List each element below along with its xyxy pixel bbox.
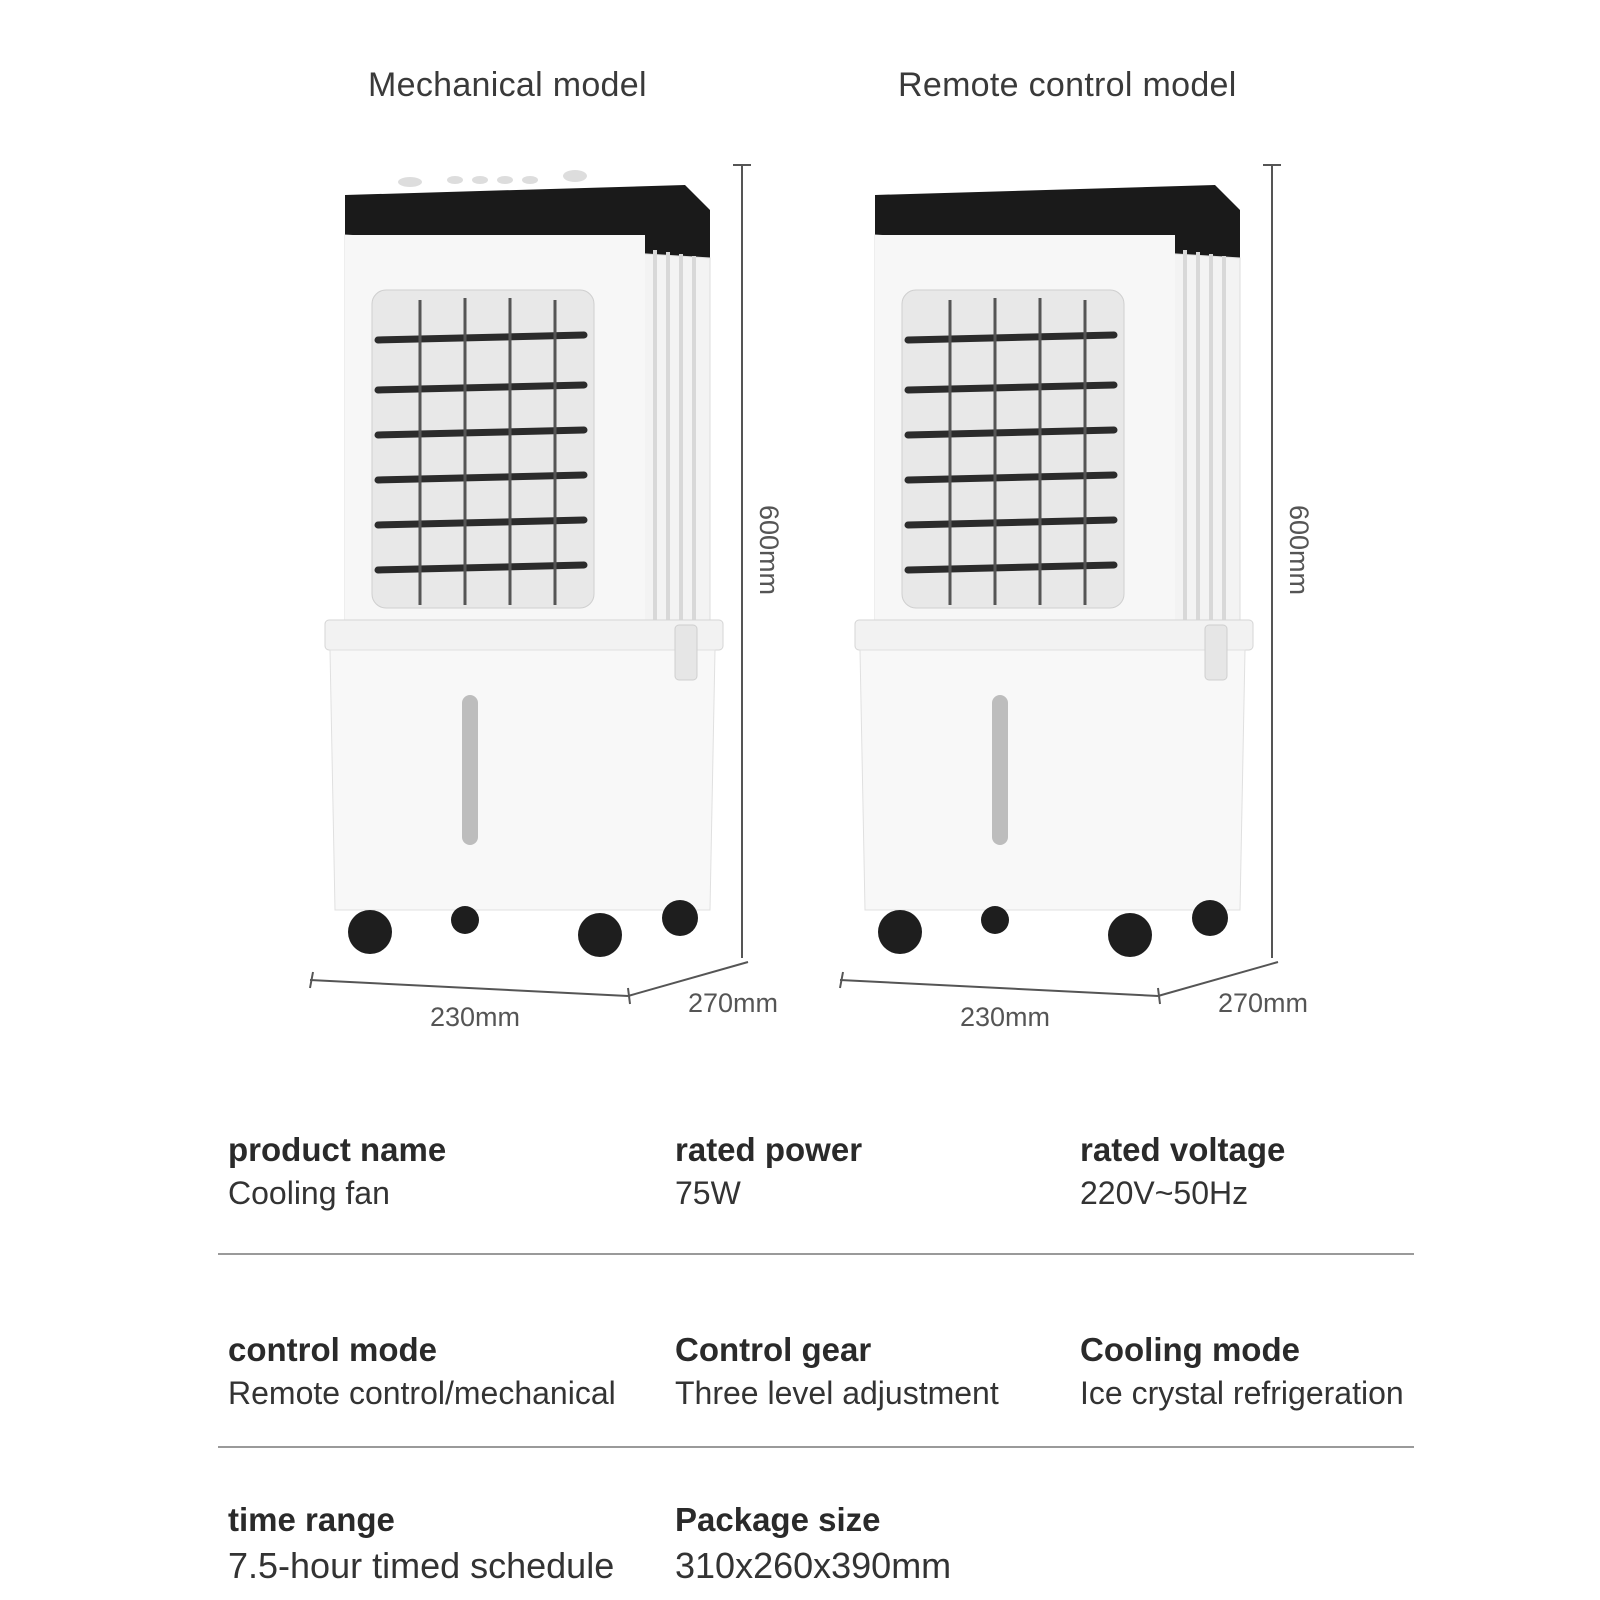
remote-model-title: Remote control model [898,66,1237,104]
spec-package-size [675,1500,951,1587]
remote-cooler-drawing [830,150,1350,1080]
depth-dimension-label: 270mm [1217,988,1309,1018]
mechanical-cooler-drawing [290,150,810,1080]
remote-model-illustration [830,150,1350,1080]
spec-product-name [228,1130,446,1212]
spec-cooling-mode [1080,1330,1404,1412]
water-level-window [992,695,1008,845]
spec-value: Ice crystal refrigeration [1080,1374,1404,1411]
spec-control-mode [228,1330,616,1412]
control-knobs-icon [398,170,587,187]
divider [218,1446,1414,1448]
spec-label: time range [228,1501,395,1538]
spec-value: 220V~50Hz [1080,1174,1249,1211]
mechanical-model-title: Mechanical model [368,66,647,104]
spec-value: 75W [675,1174,741,1211]
spec-label: Package size [675,1501,881,1538]
water-tank [330,650,715,910]
width-dimension-label: 230mm [429,1002,521,1032]
spec-rated-power [675,1130,862,1212]
spec-label: Cooling mode [1080,1331,1300,1368]
height-dimension-label: 600mm [1284,504,1314,596]
spec-value: Remote control/mechanical [228,1374,616,1411]
spec-value: Three level adjustment [675,1374,999,1411]
width-dimension-label: 230mm [959,1002,1051,1032]
spec-label: rated voltage [1080,1131,1286,1168]
spec-label: rated power [675,1131,863,1168]
spec-label: Control gear [675,1331,872,1368]
spec-value: 7.5-hour timed schedule [228,1544,615,1586]
spec-control-gear [675,1330,999,1412]
height-dimension-label: 600mm [754,504,784,596]
spec-rated-voltage [1080,1130,1285,1212]
spec-time-range [228,1500,614,1587]
water-level-window [462,695,478,845]
mechanical-model-illustration [290,150,810,1080]
spec-value: 310x260x390mm [675,1544,952,1586]
spec-label: control mode [228,1331,438,1368]
depth-dimension-label: 270mm [687,988,779,1018]
water-tank [860,650,1245,910]
divider [218,1253,1414,1255]
spec-value: Cooling fan [228,1174,390,1211]
spec-label: product name [228,1131,447,1168]
